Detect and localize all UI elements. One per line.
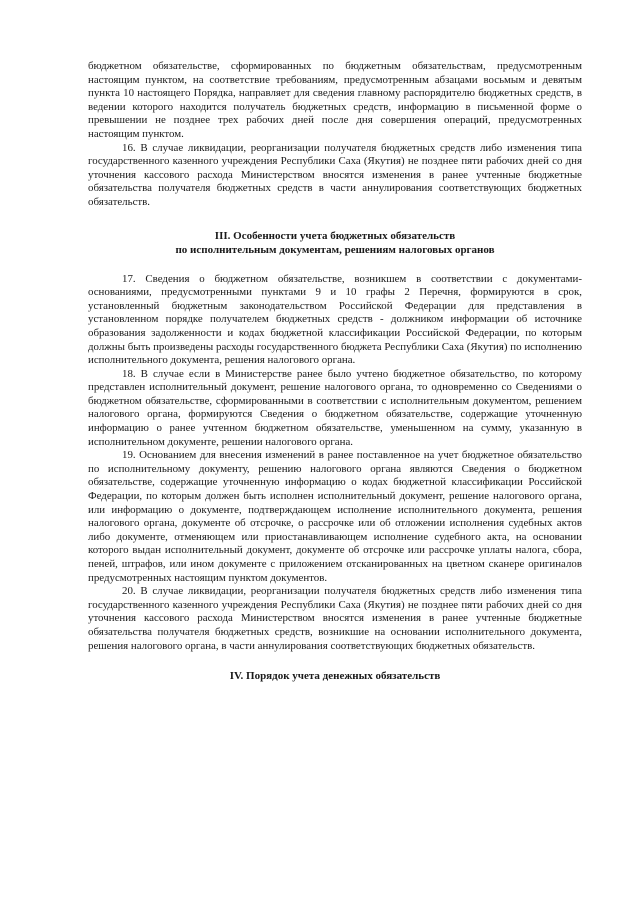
continuation-paragraph: бюджетном обязательстве, сформированных по бюджетным обязательствам, предусмотренным настоящим пунктом, на соответствие требованиям, предусмотренным абзацами восьмым и девятым пункта 10 настоящего Порядка, направляет для сведения главному распорядителю бюджетных средств, в ведении которого находится получатель бюджетных средств, информацию в письменной форме о превышении не позднее трех рабочих дней после дня совершения операций, предусмотренных настоящим пунктом. xyxy=(88,60,582,140)
section-3-heading-line-2: по исполнительным документам, решениям налоговых органов xyxy=(175,243,495,256)
paragraph-item-18: 18. В случае если в Министерстве ранее было учтено бюджетное обязательство, по которому представлен исполнительный документ, решение налогового органа, то одновременно со Сведениями о бюджетном обязательстве, сформированными в соответствии с исполнительным документом, решением налогового органа, формируются Сведения о бюджетном обязательстве, содержащие уточненную информацию о ранее учтенном бюджетном обязательстве, уменьшенном на сумму, указанную в исполнительном документе, решении налогового органа. xyxy=(88,367,582,448)
document-body xyxy=(88,60,582,683)
spacer xyxy=(88,210,582,229)
paragraph-item-20: 20. В случае ликвидации, реорганизации получателя бюджетных средств либо изменения типа государственного казенного учреждения Республики Саха (Якутия) не позднее пяти рабочих дней со дня уточнения кассового расхода Министерством вносятся изменения в ранее учтенные бюджетные обязательства получателя бюджетных средств, возникшие на основании исполнительного документа, решения налогового органа, в части аннулирования соответствующих бюджетных обязательств. xyxy=(88,585,582,652)
paragraph-item-17: 17. Сведения о бюджетном обязательстве, возникшем в соответствии с документами-основаниями, предусмотренными пунктами 9 и 10 графы 2 Перечня, формируются в срок, установленный бюджетным законодательством Российской Федерации для представления в установленном порядке получателем бюджетных средств - должником информации об источнике образования задолженности и кодах бюджетной классификации Российской Федерации, по которым должны быть произведены расходы государственного бюджета Республики Саха (Якутия) по исполнению исполнительного документа, решения налогового органа. xyxy=(88,272,582,367)
section-4-heading: IV. Порядок учета денежных обязательств xyxy=(229,670,441,683)
section-3-heading-line-1: III. Особенности учета бюджетных обязательств xyxy=(214,229,456,242)
spacer xyxy=(88,653,582,669)
paragraph-item-16: 16. В случае ликвидации, реорганизации получателя бюджетных средств либо изменения типа государственного казенного учреждения Республики Саха (Якутия) не позднее пяти рабочих дней со дня уточнения кассового расхода Министерством вносятся изменения в ранее учтенные бюджетные обязательства получателя бюджетных средств в части аннулирования соответствующих бюджетных обязательств. xyxy=(88,141,582,208)
spacer xyxy=(88,257,582,273)
paragraph-item-19: 19. Основанием для внесения изменений в ранее поставленное на учет бюджетное обязательство по исполнительному документу, решению налогового органа являются Сведения о бюджетном обязательстве, содержащие уточненную информацию о кодах бюджетной классификации Российской Федерации, по которым должен быть исполнен исполнительный документ, решение налогового органа, или информацию о документе, подтверждающем исполнение исполнительного документа, решения налогового органа, документе об отсрочке, о рассрочке или об отложении исполнения судебных актов либо документе, отменяющем или приостанавливающем исполнение судебного акта, на основании которого выдан исполнительный документ, документе об отсрочке или рассрочке уплаты налога, сбора, пеней, штрафов, или ином документе с приложением отсканированных на цветном сканере оригиналов предусмотренных настоящим пунктом документов. xyxy=(88,449,582,584)
